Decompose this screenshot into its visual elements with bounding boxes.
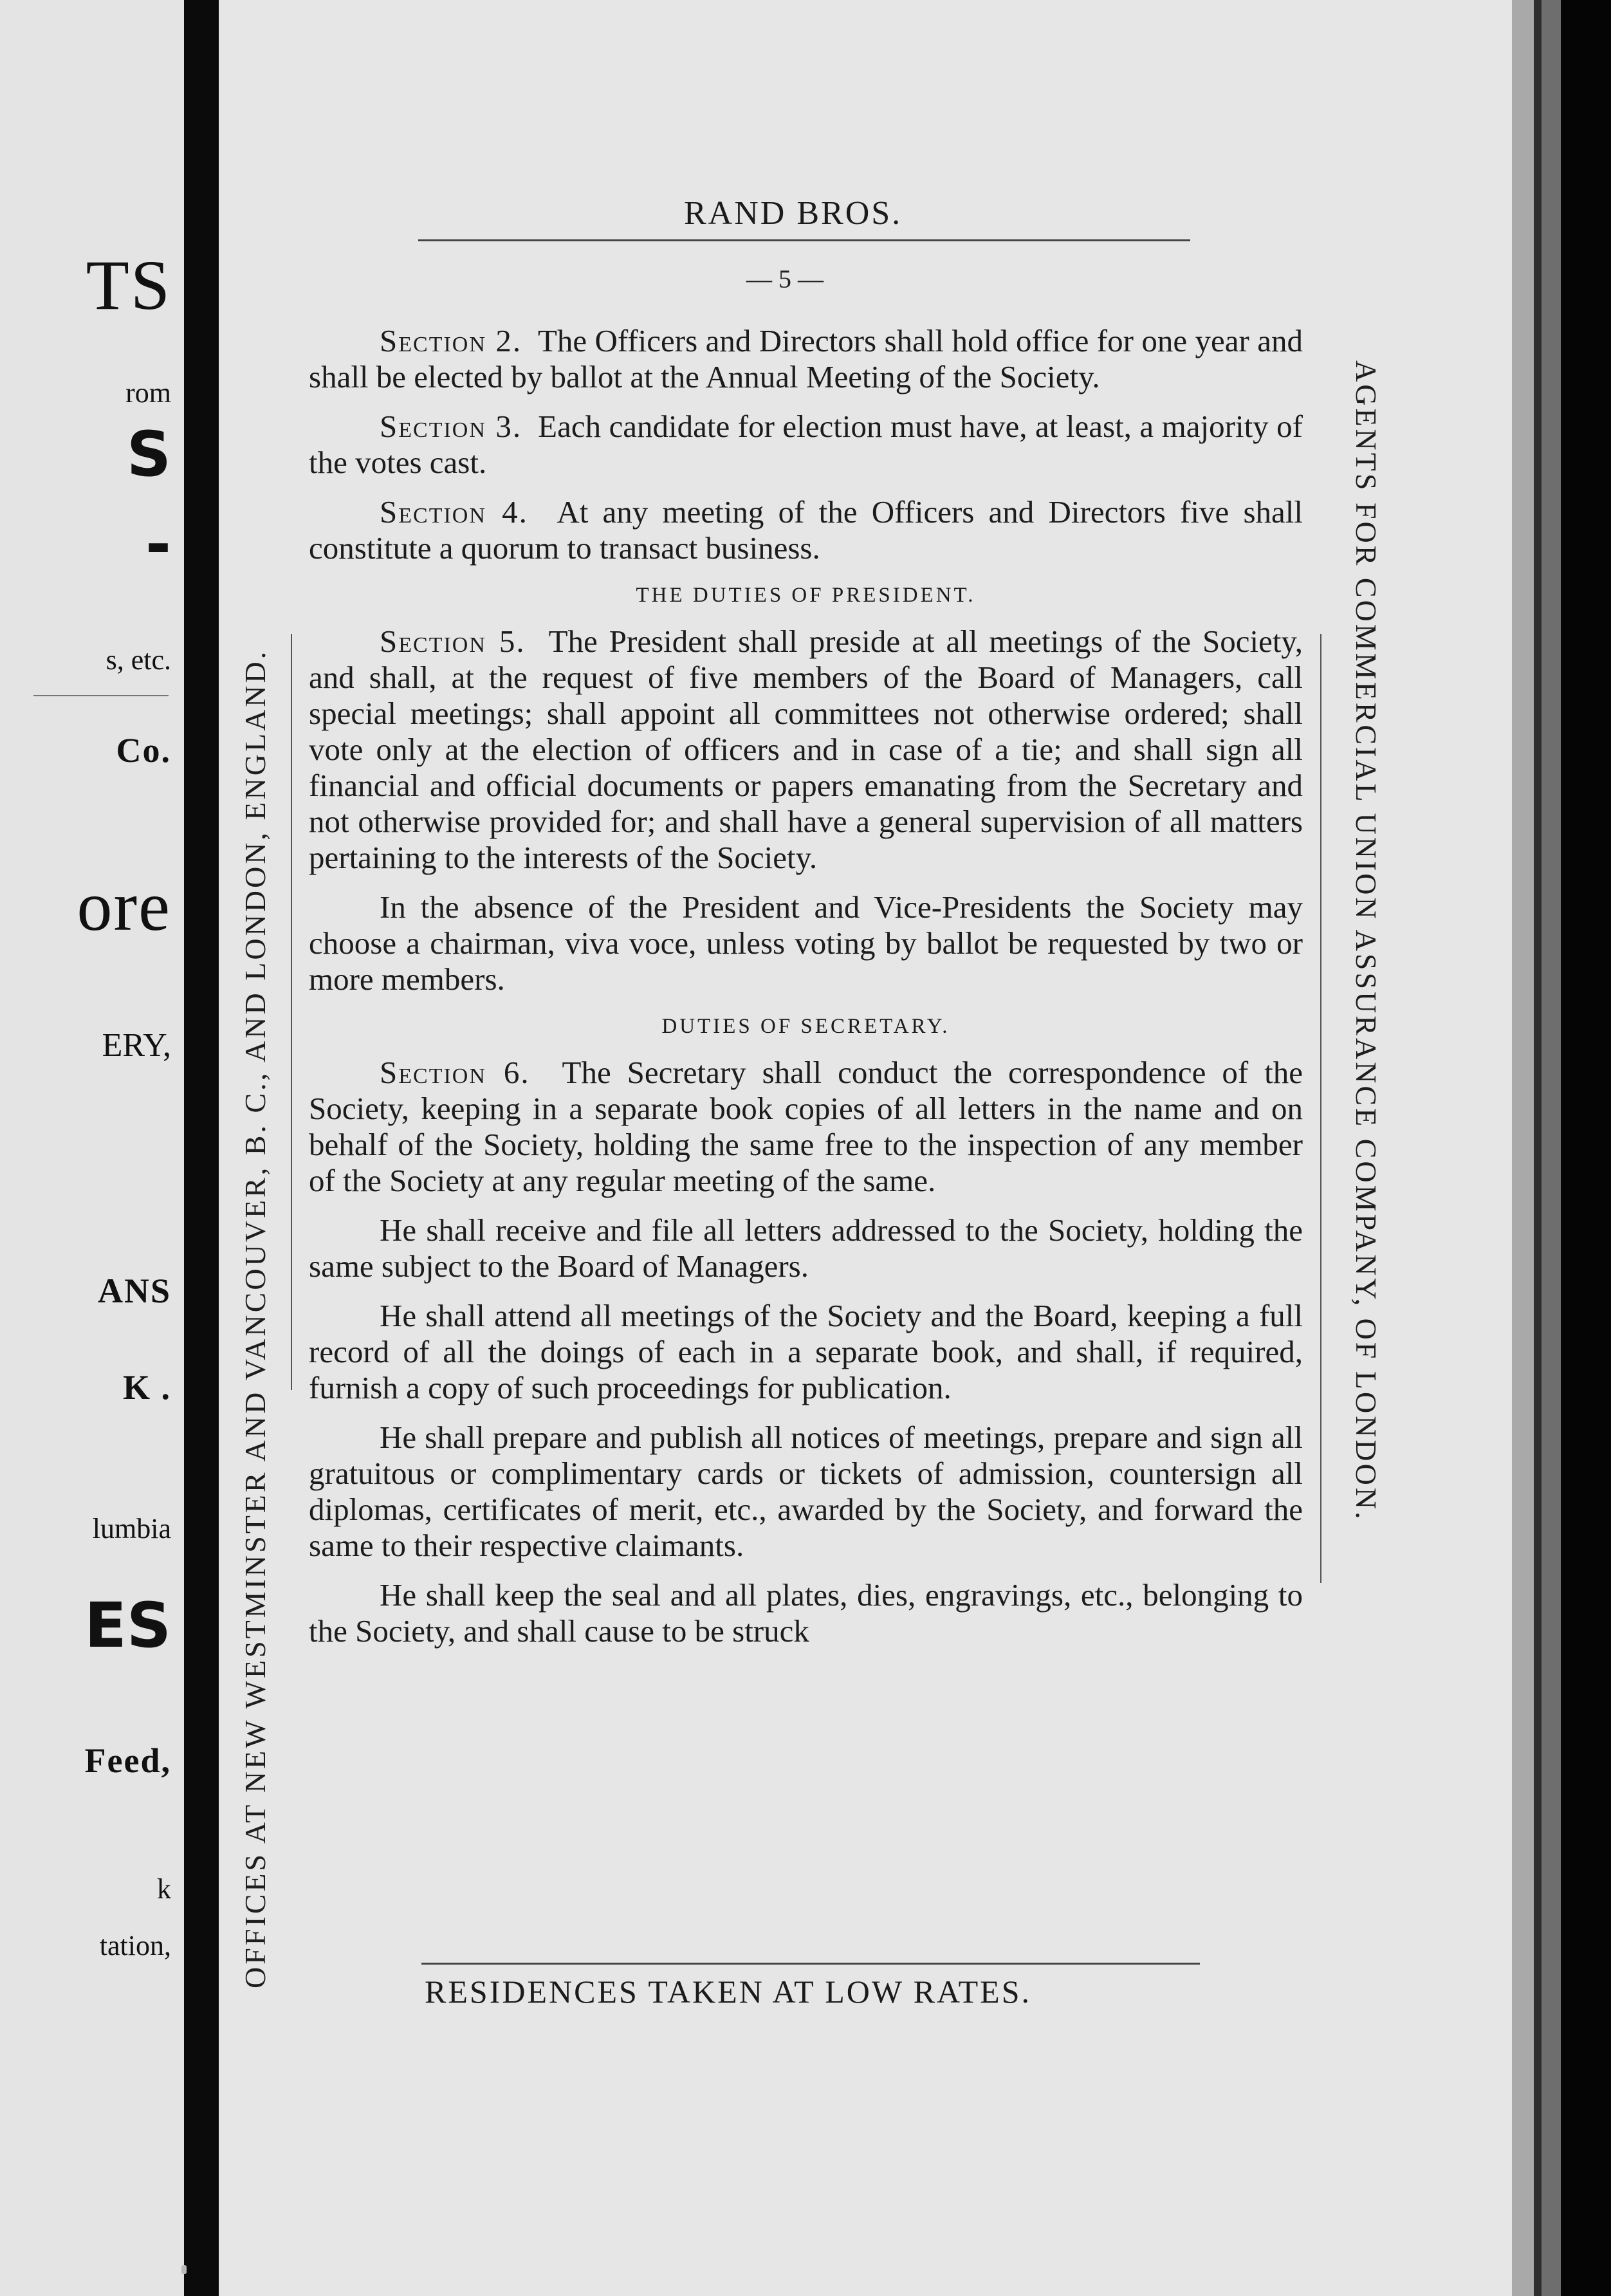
- section-label: Section 6.: [380, 1055, 530, 1090]
- page-number: — 5 —: [746, 264, 824, 293]
- footer-advert: RESIDENCES TAKEN AT LOW RATES.: [425, 1974, 1032, 2010]
- footer-rule: [421, 1963, 1200, 1965]
- running-head: RAND BROS.: [684, 195, 903, 232]
- page-edge: [1534, 0, 1542, 2296]
- left-fragment: Feed,: [84, 1741, 171, 1780]
- left-fragment: S: [126, 418, 171, 490]
- page-edge: [1561, 0, 1611, 2296]
- page-edge: [1512, 0, 1534, 2296]
- section-label: Section 5.: [380, 624, 526, 659]
- left-fragment: rom: [125, 377, 171, 409]
- page-edge: [1542, 0, 1561, 2296]
- body-text: [309, 323, 1303, 1663]
- paragraph-meetings: He shall attend all meetings of the Society and the Board, keeping a full record of all the doings of each in a separate book, and shall, if required, furnish a copy of such proceedings for publication.: [309, 1298, 1303, 1405]
- section-2-paragraph: [309, 323, 1303, 395]
- left-fragment: s, etc.: [106, 644, 171, 676]
- left-fragment: K .: [122, 1368, 171, 1407]
- section-4-paragraph: [309, 494, 1303, 566]
- left-fragment: k: [157, 1873, 171, 1905]
- paragraph-letters: He shall receive and file all letters addressed to the Society, holding the same subject to the Board of Managers.: [309, 1212, 1303, 1284]
- paragraph-text: The Secretary shall conduct the correspondence of the Society, keeping in a separate book copies of all letters in the name and on behalf of the Society, holding the same free to the inspection of any member of the Society at any regular meeting of the same.: [309, 1055, 1303, 1198]
- scan-artifact: [181, 2265, 187, 2274]
- section-label: Section 4.: [380, 494, 528, 530]
- left-fragment: ES: [84, 1589, 171, 1662]
- paragraph-notices: He shall prepare and publish all notices of meetings, prepare and sign all gratuitous or complimentary cards or tickets of admission, countersign all diplomas, certificates of merit, etc., awarded by the Society, and forward the same to their respective claimants.: [309, 1420, 1303, 1563]
- paragraph-text: The President shall preside at all meetings of the Society, and shall, at the request of five members of the Board of Managers, call special meetings; shall appoint all committees not otherwise ordered; shall vote only at the election of officers and in case of a tie; and shall sign all financial and official documents or papers emanating from the Secretary and not otherwise provided for; and shall have a general supervision of all matters pertaining to the interests of the Society.: [309, 624, 1303, 875]
- section-label: Section 2.: [380, 323, 522, 358]
- left-divider: [33, 695, 169, 696]
- left-fragment: TS: [86, 246, 171, 324]
- paragraph-text: At any meeting of the Officers and Directors five shall constitute a quorum to transact business.: [309, 494, 1303, 566]
- left-fragment: ANS: [97, 1272, 171, 1310]
- paragraph-text: Each candidate for election must have, at least, a majority of the votes cast.: [309, 409, 1303, 480]
- left-fragment: Co.: [116, 731, 171, 770]
- header-rule: [418, 239, 1190, 241]
- left-fragment: ore: [77, 867, 171, 945]
- side-banner-agents: AGENTS FOR COMMERCIAL UNION ASSURANCE COMPANY, OF LONDON.: [1350, 360, 1383, 1522]
- subheading-secretary: DUTIES OF SECRETARY.: [661, 1015, 950, 1038]
- section-6-paragraph: [309, 1055, 1303, 1199]
- paragraph-absence: In the absence of the President and Vice-Presidents the Society may choose a chairman, viva voce, unless voting by ballot be requested by two or more members.: [309, 889, 1303, 997]
- section-5-paragraph: [309, 624, 1303, 876]
- section-label: Section 3.: [380, 409, 522, 444]
- section-3-paragraph: [309, 409, 1303, 481]
- left-facing-page: [0, 0, 184, 2296]
- paragraph-seal: He shall keep the seal and all plates, dies, engravings, etc., belonging to the Society, and shall cause to be struck: [309, 1577, 1303, 1649]
- subheading-president: THE DUTIES OF PRESIDENT.: [636, 584, 976, 607]
- left-fragment: -: [145, 508, 171, 580]
- left-fragment: ERY,: [102, 1027, 171, 1064]
- book-gutter: [184, 0, 219, 2296]
- paragraph-text: The Officers and Directors shall hold office for one year and shall be elected by ballot at the Annual Meeting of the Society.: [309, 323, 1303, 394]
- side-rule-right: [1320, 634, 1321, 1583]
- side-rule-left: [291, 634, 292, 1390]
- side-banner-offices: OFFICES AT NEW WESTMINSTER AND VANCOUVER, B. C., AND LONDON, ENGLAND.: [239, 649, 272, 1988]
- left-fragment: tation,: [99, 1930, 171, 1961]
- left-fragment: lumbia: [92, 1513, 171, 1544]
